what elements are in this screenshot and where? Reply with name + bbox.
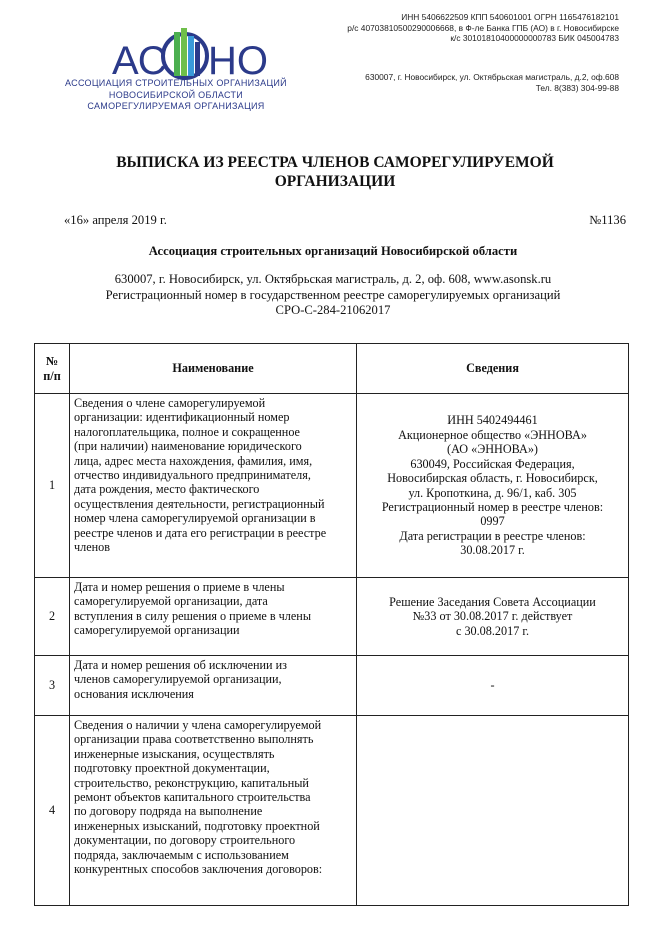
row-name-line: ремонт объектов капитального строительства: [74, 790, 311, 805]
row-name-line: дата рождения, место фактического: [74, 482, 260, 497]
row-value-line: Решение Заседания Совета Ассоциации: [389, 594, 596, 609]
row-name: [70, 716, 357, 906]
logo-line: НОВОСИБИРСКОЙ ОБЛАСТИ: [108, 89, 244, 100]
bank-requisites: [347, 12, 619, 44]
row-value-line: 630049, Российская Федерация,: [410, 456, 575, 471]
table-row: [35, 656, 629, 716]
row-value: [357, 656, 629, 716]
row-value-line: 30.08.2017 г.: [460, 543, 525, 558]
org-info-line: СРО-С-284-21062017: [275, 303, 391, 317]
row-number: 4: [35, 716, 70, 906]
row-number: 2: [35, 578, 70, 656]
row-number: 3: [35, 656, 70, 716]
row-value-line: с 30.08.2017 г.: [455, 623, 530, 638]
row-name-line: (при наличии) наименование юридического: [74, 439, 302, 454]
row-value: [357, 394, 629, 578]
org-info-line: Регистрационный номер в государственном реестре саморегулируемых организаций: [105, 287, 561, 302]
row-name-line: саморегулируемой организации: [74, 623, 240, 638]
row-name-line: организации права соответственно выполнять: [74, 732, 314, 747]
logo-caption: [58, 78, 294, 113]
row-value-line: Акционерное общество «ЭННОВА»: [398, 427, 587, 442]
row-name-line: Дата и номер решения об исключении из: [74, 658, 287, 672]
row-name-line: Сведения о наличии у члена саморегулируемой: [74, 718, 322, 732]
row-name-line: лица, адрес места нахождения, фамилия, имя,: [74, 453, 313, 468]
row-name-line: Дата и номер решения о приеме в члены: [74, 580, 285, 594]
row-name-line: саморегулируемой организации, дата: [74, 594, 268, 609]
table-header-row: [35, 344, 629, 394]
organization-name: Ассоциация строительных организаций Новосибирской области: [148, 244, 518, 258]
title-line: ОРГАНИЗАЦИИ: [274, 173, 396, 190]
title-line: ВЫПИСКА ИЗ РЕЕСТРА ЧЛЕНОВ САМОРЕГУЛИРУЕМОЙ: [116, 154, 554, 171]
logo-word-right: НО: [208, 39, 268, 83]
row-value: [357, 578, 629, 656]
header-num-line: п/п: [43, 368, 61, 383]
row-name-line: строительство, реконструкцию, капитальный: [74, 775, 309, 790]
row-value-line: Дата регистрации в реестре членов:: [399, 528, 586, 543]
table-row: [35, 394, 629, 578]
header-num-line: №: [45, 354, 59, 369]
row-name-line: конкурентных способов заключения договоров:: [74, 862, 323, 877]
row-name-line: по договору подряда на выполнение: [74, 804, 263, 819]
row-value-line: №33 от 30.08.2017 г. действует: [412, 609, 573, 624]
requisite-line: р/с 40703810500290006668, в Ф-ле Банка ГПБ (АО) в г. Новосибирске: [347, 22, 619, 33]
header-name: Наименование: [70, 344, 357, 394]
row-name-line: организации: идентификационный номер: [74, 410, 290, 425]
row-name-line: основания исключения: [74, 686, 194, 701]
row-value-line: (АО «ЭННОВА»): [447, 442, 538, 457]
logo-line: САМОРЕГУЛИРУЕМАЯ ОРГАНИЗАЦИЯ: [87, 101, 265, 111]
document-date: «16» апреля 2019 г.: [64, 213, 167, 227]
table-row: [35, 578, 629, 656]
row-value-line: -: [490, 678, 495, 693]
row-name-line: членов саморегулируемой организации,: [74, 672, 282, 687]
row-name-line: реестре членов и дата его регистрации в реестре: [74, 525, 327, 540]
row-name-line: документации, по договору строительного: [74, 833, 296, 848]
row-name-line: инженерных изысканий, подготовку проектной: [74, 818, 320, 833]
requisite-line: к/с 30101810400000000783 БИК 045004783: [450, 33, 619, 43]
header-address: [365, 72, 619, 94]
row-name-line: налогоплательщика, полное и сокращенное: [74, 424, 300, 439]
row-name-line: подряда, заключаемым с использованием: [74, 847, 289, 862]
row-number: 1: [35, 394, 70, 578]
row-name-line: отчество индивидуального предпринимателя,: [74, 468, 311, 483]
row-value: [357, 716, 629, 906]
row-name-line: вступления в силу решения о приеме в члены: [74, 608, 312, 623]
row-name: [70, 394, 357, 578]
row-name-line: подготовку проектной документации,: [74, 761, 270, 776]
document-number: №1136: [589, 213, 626, 227]
row-name-line: номер члена саморегулируемой организации в: [74, 511, 316, 526]
organization-info: [40, 272, 626, 319]
phone-line: Тел. 8(383) 304-99-88: [535, 83, 619, 93]
address-line: 630007, г. Новосибирск, ул. Октябрьская магистраль, д.2, оф.608: [365, 72, 619, 82]
row-name-line: инженерные изыскания, осуществлять: [74, 746, 275, 761]
row-value-line: ул. Кропоткина, д. 96/1, каб. 305: [408, 485, 577, 500]
row-name-line: осуществления деятельности, регистрационный: [74, 496, 325, 511]
document-title: [40, 153, 630, 191]
header-value: Сведения: [357, 344, 629, 394]
row-value-line: Новосибирская область, г. Новосибирск,: [387, 471, 598, 486]
table-row: [35, 716, 629, 906]
row-value-line: Регистрационный номер в реестре членов:: [381, 499, 604, 514]
row-value-line: 0997: [480, 514, 505, 529]
registry-table: [34, 343, 629, 906]
row-value-line: ИНН 5402494461: [447, 413, 538, 428]
row-name: [70, 578, 357, 656]
org-info-line: 630007, г. Новосибирск, ул. Октябрьская магистраль, д. 2, оф. 608, www.asonsk.ru: [114, 272, 552, 286]
logo-line: АССОЦИАЦИЯ СТРОИТЕЛЬНЫХ ОРГАНИЗАЦИЙ: [65, 78, 287, 88]
header-num: [35, 344, 70, 394]
requisite-line: ИНН 5406622509 КПП 540601001 ОГРН 1165476182101: [401, 12, 619, 22]
logo-word-left: АС: [112, 39, 167, 83]
row-name-line: членов: [74, 540, 110, 555]
row-name: [70, 656, 357, 716]
row-name-line: Сведения о члене саморегулируемой: [74, 396, 266, 410]
